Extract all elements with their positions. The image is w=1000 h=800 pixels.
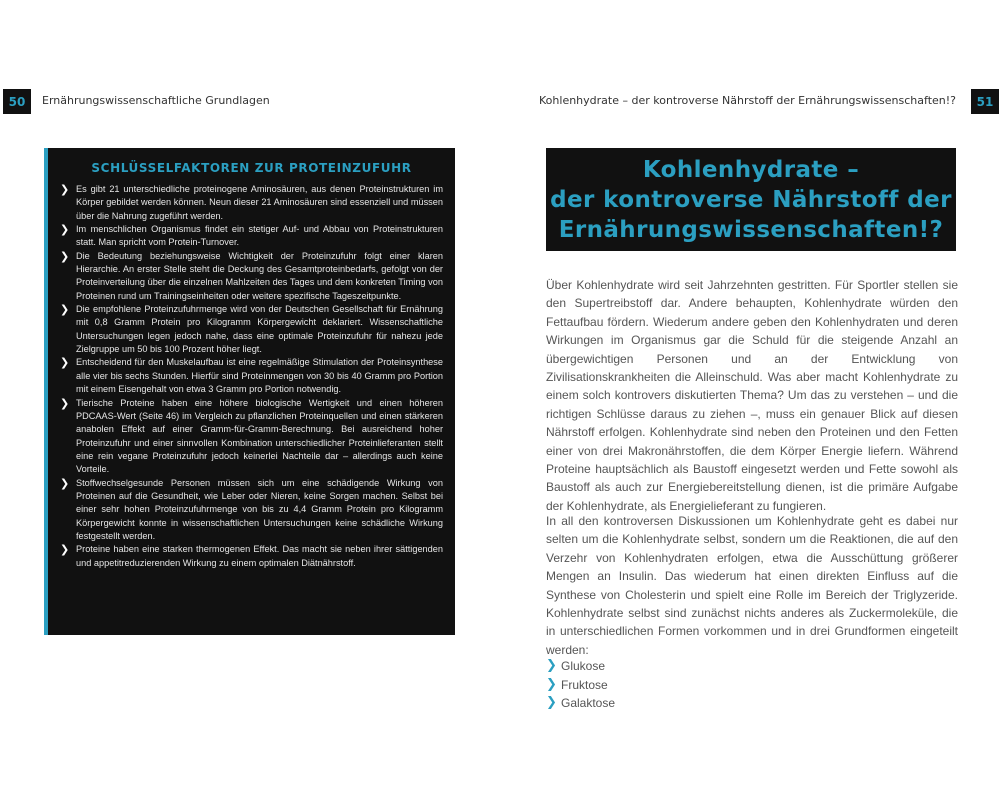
body-paragraph-1: Über Kohlenhydrate wird seit Jahrzehnten gestritten. Für Sportler stellen sie den Supertreibstoff dar. Andere behaupten, Kohlenhydrate würden den Fettaufbau fördern. Wiederum andere geben den Kohlenhydraten und deren Wirkungen im Organismus gar die Schuld für die steigende Anzahl an übergewichtigen Personen und an der Entwicklung von Zivilisationskrankheiten die Alleinschuld. Was aber macht Kohlenhydrate zu einem solch kontrovers diskutierten Thema? Um das zu verstehen – und die richtigen Schlüsse daraus zu ziehen –, muss ein genauer Blick auf diesen Nährstoff erfolgen. Kohlenhydrate sind neben den Proteinen und den Fetten einer von drei Makronährstoffen, die dem Körper Energie liefern. Während Proteine hauptsächlich als Baustoff eingesetzt werden und Fette sowohl als Baustoff als auch zur Energiebereitstellung dienen, ist die primäre Aufgabe der Kohlenhydrate, als Energielieferant zu fungieren. xyxy=(546,278,958,513)
key-factor-text: Proteine haben eine starken thermogenen Effekt. Das macht sie neben ihrer sättigenden und appetitreduzierenden Wirkung zu einem optimalen Diätnährstoff. xyxy=(76,544,443,568)
key-factor-item xyxy=(60,303,443,356)
key-factor-text: Es gibt 21 unterschiedliche proteinogene Aminosäuren, aus denen Proteinstrukturen im Körper gebildet werden können. Neun dieser 21 Aminosäuren sind essenziell und müssen über die Nahrung zugeführt werden. xyxy=(76,184,443,221)
key-factor-item xyxy=(60,477,443,544)
running-head-right: Kohlenhydrate – der kontroverse Nährstoff der Ernährungswissenschaften!? xyxy=(539,94,956,107)
page-number-right: 51 xyxy=(971,89,999,114)
chapter-heading xyxy=(550,155,952,245)
list-item-label: Fruktose xyxy=(561,677,608,692)
chevron-right-icon: ❯ xyxy=(60,543,70,557)
chevron-right-icon: ❯ xyxy=(546,658,557,673)
key-factor-item xyxy=(60,183,443,223)
list-item-label: Glukose xyxy=(561,659,606,673)
key-factor-item xyxy=(60,543,443,570)
key-factors-list xyxy=(60,183,443,570)
key-factor-text: Stoffwechselgesunde Personen müssen sich um eine schädigende Wirkung von Proteinen auf die Gesundheit, wie Leber oder Nieren, keine Sorgen machen. Selbst bei einer sehr hohen Proteinzufuhrmenge von bis zu 4,4 Gramm Protein pro Kilogramm Körpergewicht konnte in wissenschaftlichen Untersuchungen keine schädliche Wirkung festgestellt werden. xyxy=(76,477,443,541)
chevron-right-icon: ❯ xyxy=(60,183,70,196)
chevron-right-icon: ❯ xyxy=(60,356,70,370)
chevron-right-icon: ❯ xyxy=(60,396,70,410)
key-factors-box xyxy=(44,148,455,635)
running-head-left: Ernährungswissenschaftliche Grundlagen xyxy=(42,94,270,107)
key-factor-text: Die Bedeutung beziehungsweise Wichtigkeit der Proteinzufuhr folgt einer klaren Hierarchie. An erster Stelle steht die Deckung des Gesamtproteinbedarfs, gefolgt von der Proteinverteilung über die einzelnen Mahlzeiten des Tages und dem konkreten Timing von Proteinen rund um Trainingseinheiten oder weitere spezifische Tageszeitpunkte. xyxy=(76,250,443,301)
chevron-right-icon: ❯ xyxy=(60,223,70,237)
body-paragraph-2: In all den kontroversen Diskussionen um Kohlenhydrate geht es dabei nur selten um die Kohlenhydrate selbst, sondern um die Reaktionen, die auf den Verzehr von Kohlenhydraten erfolgen, etwa die Ausschüttung größerer Mengen an Insulin. Das wiederum hat einen direkten Einfluss auf die Synthese von Cholesterin und spielt eine Rolle im Bereich der Triglyzeride. Kohlenhydrate selbst sind zunächst nichts anderes als Zuckermoleküle, die in unterschiedlichen Formen vorkommen und in drei Grundformen eingeteilt werden: xyxy=(546,514,958,657)
chevron-right-icon: ❯ xyxy=(60,476,70,490)
key-factor-item xyxy=(60,397,443,477)
key-factor-text: Die empfohlene Proteinzufuhrmenge wird von der Deutschen Gesellschaft für Ernährung mit 0,8 Gramm Protein pro Kilogramm Körpergewicht deklariert. Wissenschaftliche Untersuchungen legen jedoch nahe, dass eine optimale Proteinzufuhr für nahezu jede Zielgruppe um 50 bis 100 Prozent höher liegt. xyxy=(76,304,443,355)
chevron-right-icon: ❯ xyxy=(546,695,557,710)
list-item-label: Galaktose xyxy=(561,696,616,710)
key-factor-item xyxy=(60,223,443,250)
key-factor-text: Tierische Proteine haben eine höhere biologische Wertigkeit und einen höheren PDCAAS-Wert (Seite 46) im Vergleich zu pflanzlichen Proteinquellen und einen stärkeren anabolen Effekt auf einer Gramm-für-Gramm-Berechnung. Bei ausreichend hoher Proteinzufuhr und einer sinnvollen Kombination unterschiedlicher Proteinlieferanten stellt eine rein vegane Proteinzufuhr jedoch keinerlei Nachteile dar – allerdings auch keine Vorteile. xyxy=(76,397,443,475)
chapter-heading-box xyxy=(546,148,956,251)
key-factor-item xyxy=(60,356,443,396)
key-factor-text: Im menschlichen Organismus findet ein stetiger Auf- und Abbau von Proteinstrukturen statt. Man spricht vom Protein-Turnover. xyxy=(76,224,443,248)
list-item xyxy=(546,676,615,695)
key-factor-text: Entscheidend für den Muskelaufbau ist eine regelmäßige Stimulation der Proteinsynthese alle vier bis sechs Stunden. Hierfür sind Proteinmengen von 30 bis 40 Gramm pro Portion mit einem Eisengehalt von etwa 3 Gramm pro Portion notwendig. xyxy=(76,357,443,395)
list-item xyxy=(546,657,615,676)
chapter-heading-line: Kohlenhydrate – xyxy=(642,156,860,183)
chapter-heading-line: der kontroverse Nährstoff der xyxy=(550,186,952,213)
chevron-right-icon: ❯ xyxy=(546,676,557,692)
chevron-right-icon: ❯ xyxy=(60,303,70,317)
list-item xyxy=(546,694,615,713)
chapter-heading-line: Ernährungswissenschaften!? xyxy=(558,216,944,243)
key-factors-title: SCHLÜSSELFAKTOREN ZUR PROTEINZUFUHR xyxy=(91,161,412,175)
chevron-right-icon: ❯ xyxy=(60,249,70,263)
sugar-list xyxy=(546,657,615,713)
key-factor-item xyxy=(60,250,443,303)
page-number-left: 50 xyxy=(3,89,31,114)
